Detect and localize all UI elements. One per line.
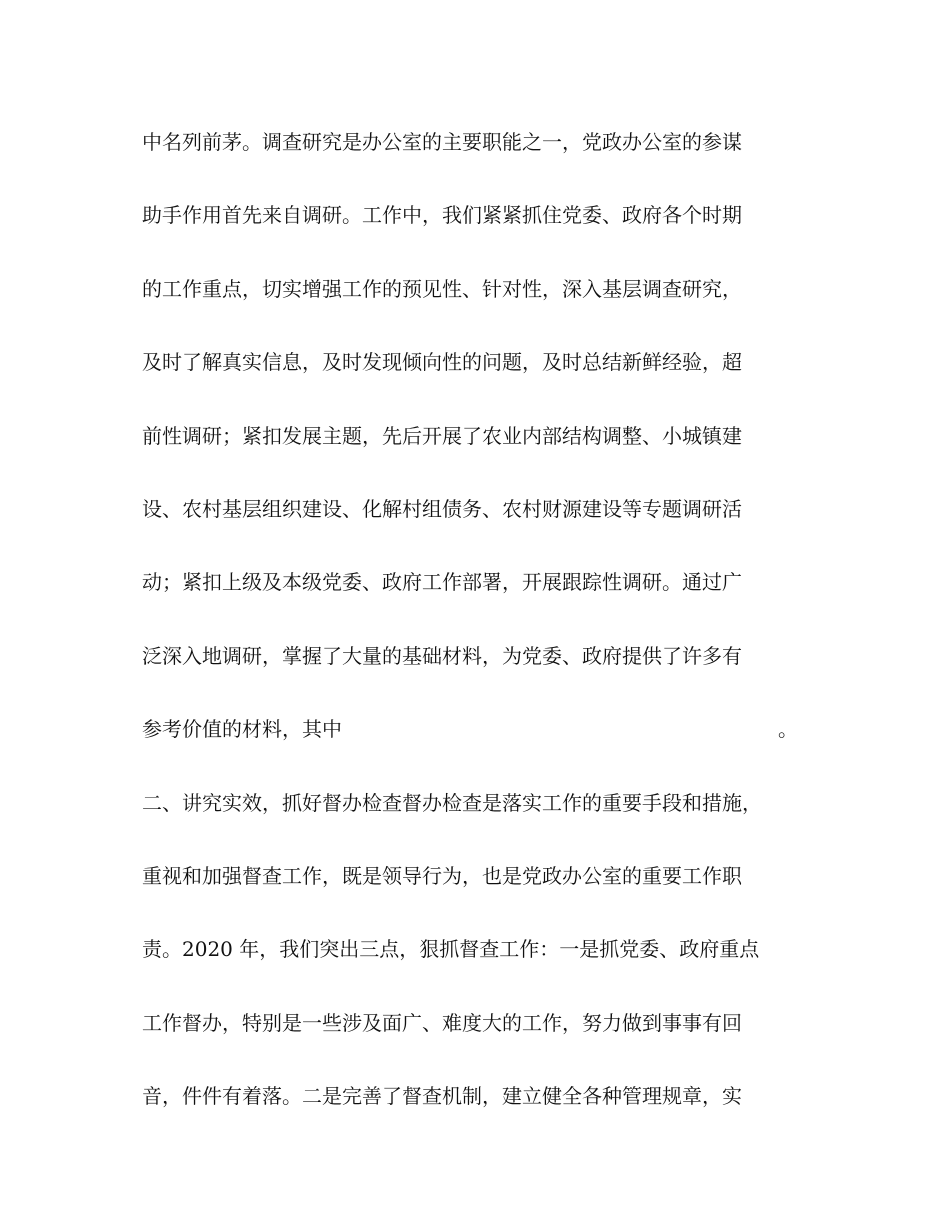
text-line: 工作督办，特别是一些涉及面广、难度大的工作，努力做到事事有回 bbox=[142, 1010, 742, 1035]
text-line: 助手作用首先来自调研。工作中，我们紧紧抓住党委、政府各个时期 bbox=[142, 203, 742, 228]
text-line: 设、农村基层组织建设、化解村组债务、农村财源建设等专题调研活 bbox=[142, 496, 742, 521]
text-line: 前性调研；紧扣发展主题，先后开展了农业内部结构调整、小城镇建 bbox=[142, 423, 742, 448]
text-line: 泛深入地调研，掌握了大量的基础材料，为党委、政府提供了许多有 bbox=[142, 643, 742, 668]
text-line: 的工作重点，切实增强工作的预见性、针对性，深入基层调查研究， bbox=[142, 276, 742, 301]
body-text bbox=[142, 122, 812, 1149]
text-line: 责。2020 年，我们突出三点，狠抓督查工作：一是抓党委、政府重点 bbox=[142, 937, 760, 962]
text-line-left: 参考价值的材料，其中 bbox=[142, 717, 342, 742]
section-heading-line: 二、讲究实效，抓好督办检查督办检查是落实工作的重要手段和措施， bbox=[142, 790, 762, 815]
text-line-with-gap bbox=[142, 709, 798, 782]
text-line: 动；紧扣上级及本级党委、政府工作部署，开展跟踪性调研。通过广 bbox=[142, 570, 742, 595]
text-line-right: 。 bbox=[778, 717, 798, 742]
text-line: 音，件件有着落。二是完善了督查机制，建立健全各种管理规章，实 bbox=[142, 1084, 742, 1109]
text-line: 及时了解真实信息，及时发现倾向性的问题，及时总结新鲜经验，超 bbox=[142, 350, 742, 375]
text-line: 重视和加强督查工作，既是领导行为，也是党政办公室的重要工作职 bbox=[142, 863, 742, 888]
text-line: 中名列前茅。调查研究是办公室的主要职能之一，党政办公室的参谋 bbox=[142, 130, 742, 154]
